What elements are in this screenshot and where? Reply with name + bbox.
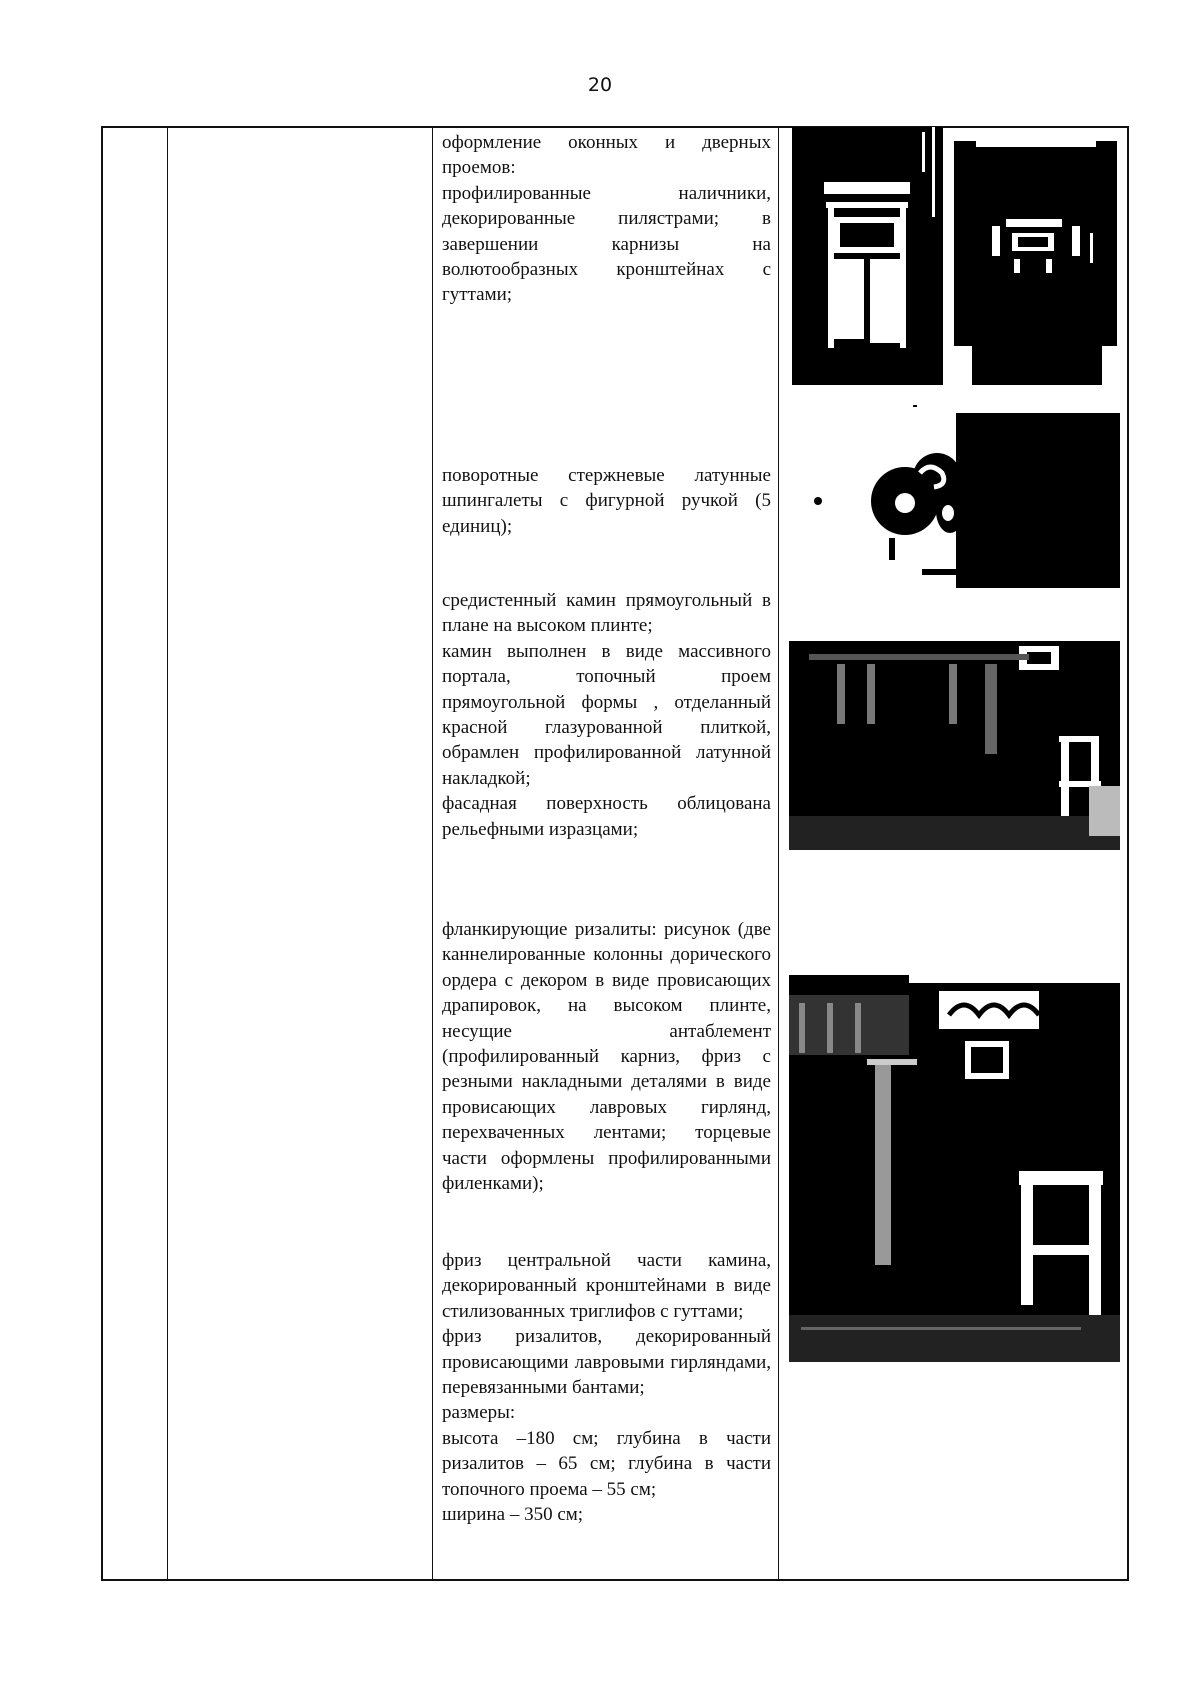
text-risalits xyxy=(442,917,771,1196)
door-casing-photo xyxy=(954,141,1117,385)
paragraph: фасадная поверхность облицована рельефными изразцами; xyxy=(442,793,771,840)
paragraph: высота –180 см; глубина в части ризалитов – 65 см; глубина в части топочного проема – 55 см; xyxy=(442,1427,771,1500)
column-divider-2 xyxy=(432,128,433,1579)
paragraph: оформление оконных и дверных проемов: xyxy=(442,132,771,179)
paragraph: ширина – 350 см; xyxy=(442,1504,584,1526)
paragraph: поворотные стержневые латунные шпингалеты с фигурной ручкой (5 единиц); xyxy=(442,465,771,537)
heritage-table xyxy=(101,126,1129,1581)
paragraph: камин выполнен в виде массивного портала, топочный проем прямоугольной формы , отделанный красной глазурованной плиткой, обрамлен профилированной латунной накладкой; xyxy=(442,640,771,789)
text-openings xyxy=(442,130,771,308)
fireplace-overview-photo xyxy=(789,636,1120,850)
text-espagnolettes xyxy=(442,463,771,539)
paragraph: фриз центральной части камина, декорированный кронштейнами в виде стилизованных триглифов с гуттами; xyxy=(442,1250,771,1322)
text-fireplace xyxy=(442,588,771,842)
page-number: 20 xyxy=(587,74,613,96)
column-divider-3 xyxy=(778,128,779,1579)
window-casing-photo xyxy=(792,127,943,385)
paragraph: фланкирующие ризалиты: рисунок (две каннелированные колонны дорического ордера с декором в виде провисающих драпировок, на высоком плинте, несущие антаблемент (профилированный карниз, фриз с резными накладными деталями в виде провисающих лавровых гирлянд, перехваченных лентами; торцевые части оформлены профилированными филенками); xyxy=(442,919,771,1195)
brass-espagnolette-handle-photo xyxy=(800,403,1120,588)
paragraph: средистенный камин прямоугольный в плане на высоком плинте; xyxy=(442,590,771,637)
column-divider-1 xyxy=(167,128,168,1579)
paragraph: размеры: xyxy=(442,1402,516,1424)
paragraph: фриз ризалитов, декорированный провисающими лавровыми гирляндами, перевязанными бантами; xyxy=(442,1326,771,1399)
fireplace-risalit-detail-photo xyxy=(789,975,1120,1362)
paragraph: профилированные наличники, декорированные пилястрами; в завершении карнизы на волютообразных кронштейнах с гуттами; xyxy=(442,182,771,306)
text-frieze xyxy=(442,1248,771,1527)
